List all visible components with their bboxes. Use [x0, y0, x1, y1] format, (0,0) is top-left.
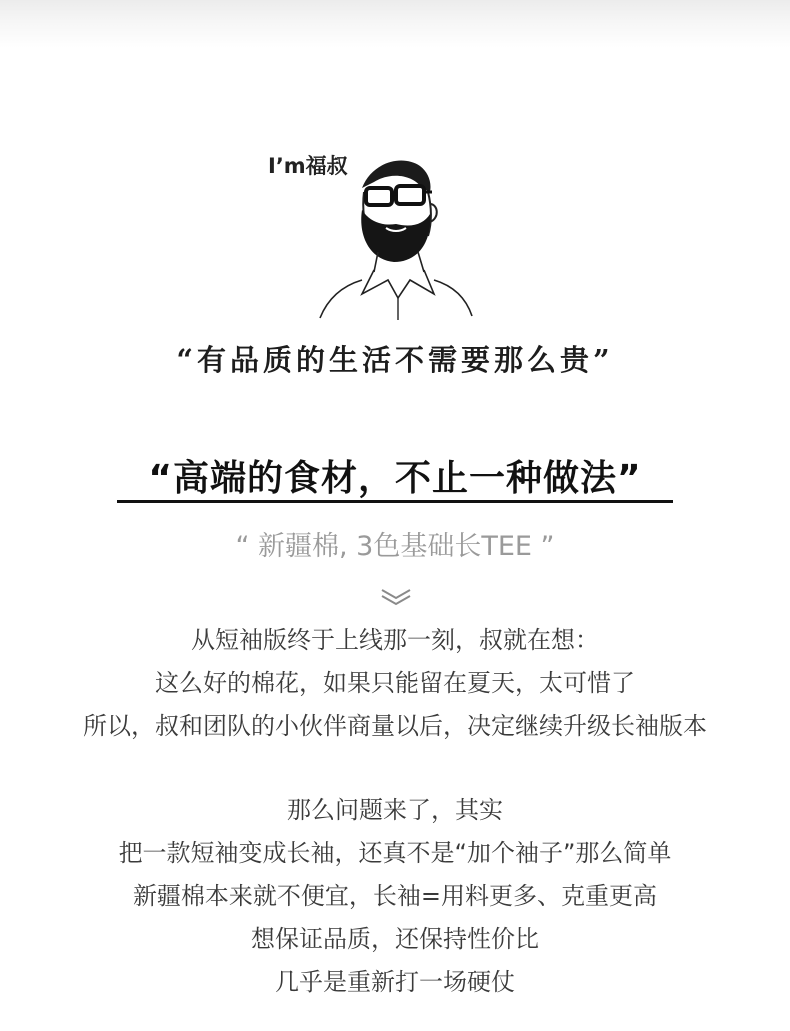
top-shade: [0, 0, 790, 48]
paragraph-line: 把一款短袖变成长袖，还真不是“加个袖子”那么简单: [118, 839, 672, 867]
headline-title: “高端的食材，不止一种做法”: [148, 458, 642, 499]
greeting-label: I’m福叔: [268, 154, 348, 178]
paragraph-line: 那么问题来了，其实: [287, 796, 503, 824]
intro-paragraph: [0, 619, 790, 748]
paragraph-line: 从短袖版终于上线那一刻，叔就在想：: [191, 626, 599, 654]
paragraph-line: 这么好的棉花，如果只能留在夏天，太可惜了: [155, 669, 635, 697]
paragraph-line: 想保证品质，还保持性价比: [251, 925, 539, 953]
product-subtitle: “ 新疆棉, 3色基础长TEE ”: [235, 531, 555, 562]
slogan-quote: “有品质的生活不需要那么贵”: [176, 343, 614, 377]
paragraph-line: 新疆棉本来就不便宜，长袖=用料更多、克重更高: [132, 882, 658, 910]
story-paragraph: [0, 789, 790, 1004]
headline-underline: [117, 500, 673, 503]
double-chevron-down-icon: [379, 586, 413, 606]
paragraph-line: 几乎是重新打一场硬仗: [275, 968, 515, 996]
paragraph-line: 所以，叔和团队的小伙伴商量以后，决定继续升级长袖版本: [83, 712, 707, 740]
